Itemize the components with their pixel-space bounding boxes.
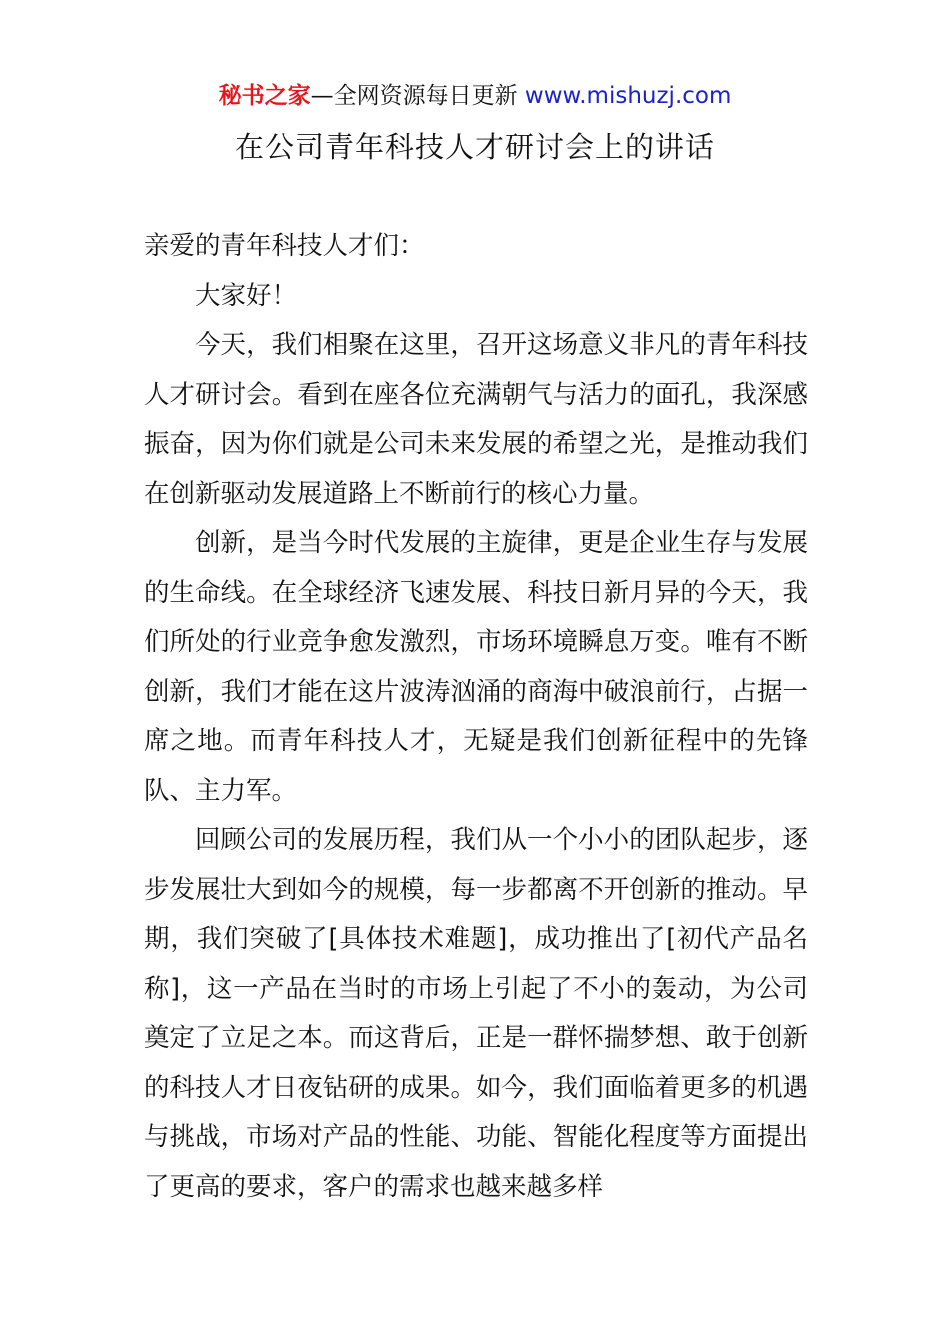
site-tagline: —全网资源每日更新 bbox=[310, 83, 525, 109]
paragraph-innovation: 创新，是当今时代发展的主旋律，更是企业生存与发展的生命线。在全球经济飞速发展、科技日新月异的今天，我们所处的行业竞争愈发激烈，市场环境瞬息万变。唯有不断创新，我们才能在这片波涛汹涌的商海中破浪前行，占据一席之地。而青年科技人才，无疑是我们创新征程中的先锋队、主力军。 bbox=[144, 528, 808, 806]
brand-name: 秘书之家 bbox=[218, 83, 311, 109]
site-url-link[interactable]: www.mishuzj.com bbox=[524, 83, 732, 109]
document-body bbox=[144, 222, 808, 1212]
paragraph-greeting: 大家好！ bbox=[195, 280, 298, 311]
salutation: 亲爱的青年科技人才们： bbox=[144, 231, 425, 261]
paragraph-history: 回顾公司的发展历程，我们从一个小小的团队起步，逐步发展壮大到如今的规模，每一步都离不开创新的推动。早期，我们突破了[具体技术难题]，成功推出了[初代产品名称]，这一产品在当时的市场上引起了不小的轰动，为公司奠定了立足之本。而这背后，正是一群怀揣梦想、敢于创新的科技人才日夜钻研的成果。如今，我们面临着更多的机遇与挑战，市场对产品的性能、功能、智能化程度等方面提出了更高的要求，客户的需求也越来越多样 bbox=[144, 825, 808, 1202]
site-header bbox=[0, 80, 950, 112]
paragraph-opening: 今天，我们相聚在这里，召开这场意义非凡的青年科技人才研讨会。看到在座各位充满朝气与活力的面孔，我深感振奋，因为你们就是公司未来发展的希望之光，是推动我们在创新驱动发展道路上不断前行的核心力量。 bbox=[144, 330, 808, 509]
document-title: 在公司青年科技人才研讨会上的讲话 bbox=[234, 130, 715, 164]
